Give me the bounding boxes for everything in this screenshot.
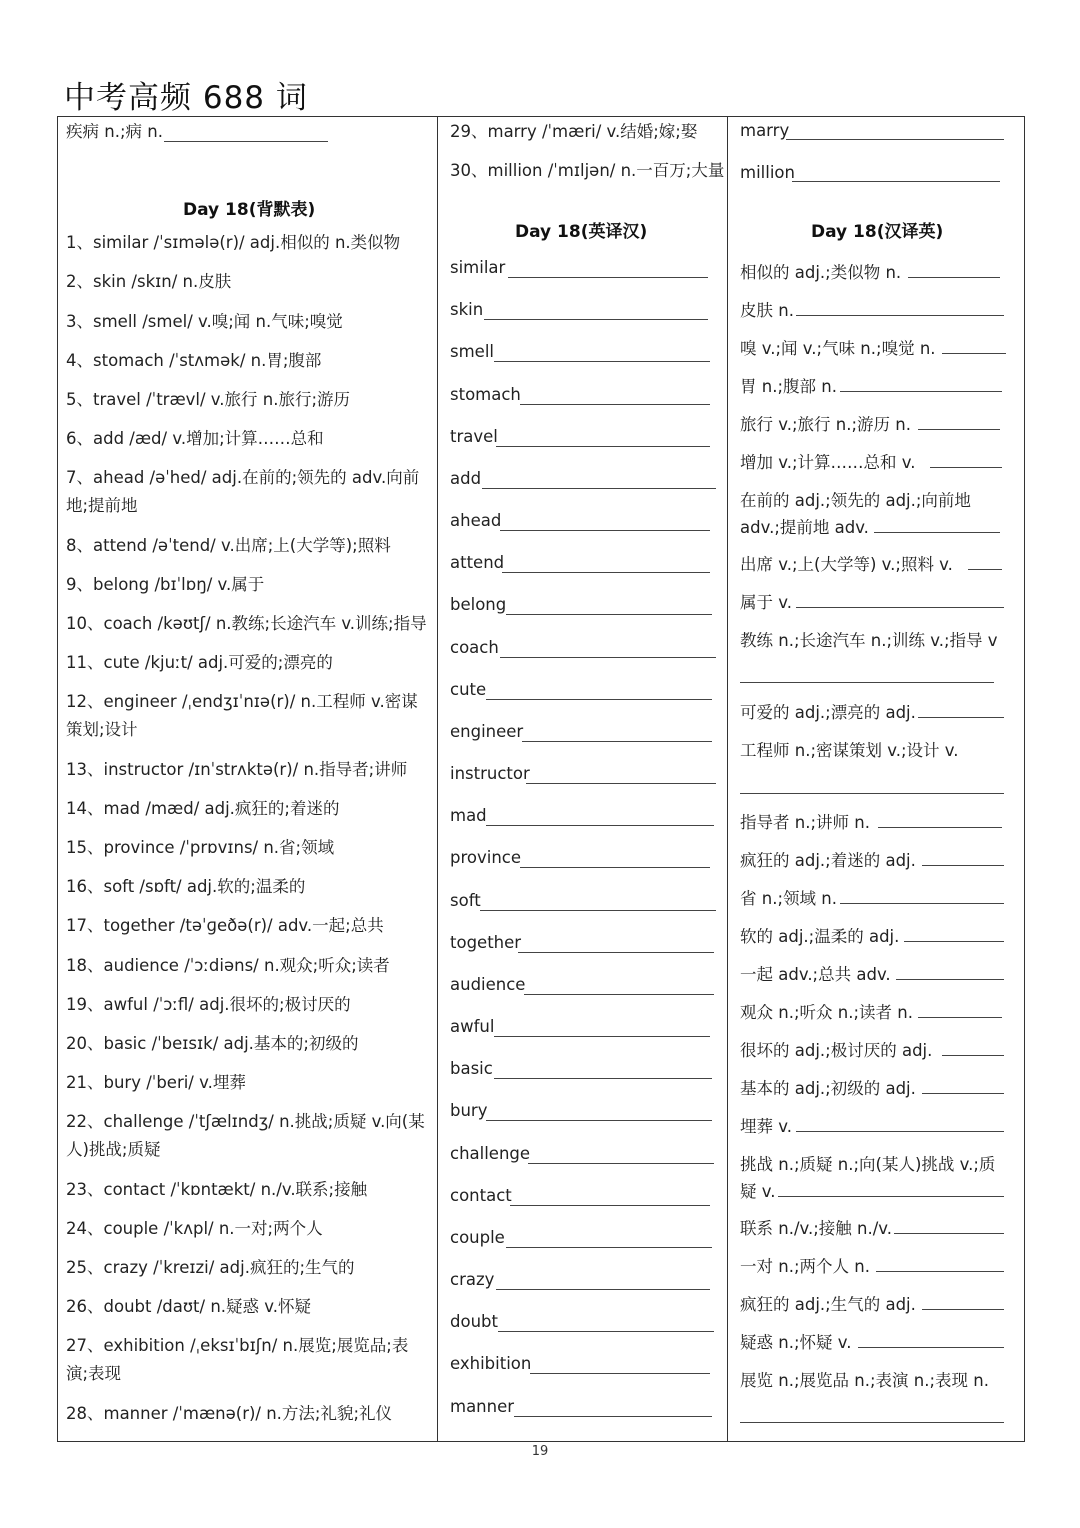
vocab-table: [57, 116, 1025, 1442]
prompt-label: 皮肤 n.: [740, 301, 794, 320]
vocab-entry: 4、stomach /ˈstʌmək/ n.胃;腹部: [66, 351, 322, 370]
prompt-label: 埋葬 v.: [740, 1117, 792, 1136]
vocab-entry: 1、similar /ˈsɪmələ(r)/ adj.相似的 n.类似物: [66, 233, 401, 252]
vocab-entry: 6、add /æd/ v.增加;计算……总和: [66, 429, 324, 448]
vocab-entry: 26、doubt /daʊt/ n.疑惑 v.怀疑: [66, 1297, 311, 1316]
answer-blank[interactable]: [894, 1233, 1004, 1234]
answer-blank[interactable]: [876, 1271, 1004, 1272]
answer-blank[interactable]: [896, 979, 1004, 980]
answer-blank[interactable]: [522, 741, 712, 742]
prompt-label: 属于 v.: [740, 593, 792, 612]
page-title: 中考高频 688 词: [64, 80, 308, 116]
answer-blank[interactable]: [482, 488, 716, 489]
vocab-entry: 19、awful /ˈɔːfl/ adj.很坏的;极讨厌的: [66, 995, 351, 1014]
vocab-entry: 3、smell /smel/ v.嗅;闻 n.气味;嗅觉: [66, 312, 343, 331]
answer-blank[interactable]: [796, 315, 1004, 316]
word-label: mad: [450, 806, 487, 825]
word-label: together: [450, 933, 522, 952]
word-label: add: [450, 469, 482, 488]
answer-blank[interactable]: [740, 682, 994, 683]
answer-blank[interactable]: [840, 903, 1004, 904]
vocab-entry: 9、belong /bɪˈlɒŋ/ v.属于: [66, 575, 265, 594]
vocab-entry: 7、ahead /əˈhed/ adj.在前的;领先的 adv.向前地;提前地: [66, 468, 420, 515]
prompt-label: 疑 v.: [740, 1182, 776, 1201]
prompt-label: 挑战 n.;质疑 n.;向(某人)挑战 v.;质: [740, 1155, 996, 1174]
vocab-entry: 24、couple /ˈkʌpl/ n.一对;两个人: [66, 1219, 323, 1238]
prompt-label: 软的 adj.;温柔的 adj.: [740, 927, 900, 946]
answer-blank[interactable]: [484, 319, 708, 320]
vocab-entry: 30、million /ˈmɪljən/ n.一百万;大量: [450, 161, 725, 180]
answer-blank[interactable]: [858, 1347, 1004, 1348]
answer-blank[interactable]: [740, 1422, 1004, 1423]
answer-blank[interactable]: [922, 865, 1004, 866]
word-label: audience: [450, 975, 526, 994]
vocab-entry: 28、manner /ˈmænə(r)/ n.方法;礼貌;礼仪: [66, 1404, 393, 1423]
word-label: smell: [450, 342, 494, 361]
vocab-entry: 29、marry /ˈmæri/ v.结婚;嫁;娶: [450, 122, 698, 141]
answer-blank[interactable]: [786, 139, 1004, 140]
vocab-entry: 11、cute /kjuːt/ adj.可爱的;漂亮的: [66, 653, 333, 672]
vocab-entry: 25、crazy /ˈkreɪzi/ adj.疯狂的;生气的: [66, 1258, 355, 1277]
answer-blank[interactable]: [496, 446, 710, 447]
prompt-label: 疯狂的 adj.;生气的 adj.: [740, 1295, 916, 1314]
vocab-entry: 18、audience /ˈɔːdiəns/ n.观众;听众;读者: [66, 956, 390, 975]
answer-blank[interactable]: [486, 699, 712, 700]
answer-blank[interactable]: [796, 607, 1004, 608]
word-label: soft: [450, 891, 481, 910]
answer-blank[interactable]: [922, 1093, 1004, 1094]
word-label: contact: [450, 1186, 512, 1205]
prompt-label: 增加 v.;计算……总和 v.: [740, 453, 916, 472]
prompt-label: 旅行 v.;旅行 n.;游历 n.: [740, 415, 911, 434]
answer-blank[interactable]: [922, 1309, 1004, 1310]
word-label: doubt: [450, 1312, 498, 1331]
vocab-entry: 8、attend /əˈtend/ v.出席;上(大学等);照料: [66, 536, 391, 555]
answer-blank[interactable]: [524, 994, 714, 995]
answer-blank[interactable]: [508, 277, 708, 278]
answer-blank[interactable]: [528, 1163, 714, 1164]
answer-blank[interactable]: [520, 404, 710, 405]
answer-blank[interactable]: [904, 941, 1004, 942]
prompt-label: 胃 n.;腹部 n.: [740, 377, 837, 396]
word-label: similar: [450, 258, 506, 277]
answer-blank[interactable]: [526, 783, 716, 784]
answer-blank[interactable]: [496, 1289, 710, 1290]
prompt-label: 省 n.;领域 n.: [740, 889, 837, 908]
vocab-entry: 5、travel /ˈtrævl/ v.旅行 n.旅行;游历: [66, 390, 351, 409]
answer-blank[interactable]: [942, 1055, 1004, 1056]
prompt-label: 疑惑 n.;怀疑 v.: [740, 1333, 852, 1352]
answer-blank[interactable]: [840, 391, 1002, 392]
word-label: awful: [450, 1017, 495, 1036]
vocab-entry: 2、skin /skɪn/ n.皮肤: [66, 272, 232, 291]
prompt-label: 嗅 v.;闻 v.;气味 n.;嗅觉 n.: [740, 339, 936, 358]
day-header: Day 18(英译汉): [515, 222, 648, 242]
answer-blank[interactable]: [480, 910, 716, 911]
answer-blank[interactable]: [498, 1331, 714, 1332]
top-item: 疾病 n.;病 n.: [66, 122, 163, 141]
vocab-entry: 22、challenge /ˈtʃælɪndʒ/ n.挑战;质疑 v.向(某人)挑战;质疑: [66, 1112, 425, 1159]
word-label: ahead: [450, 511, 502, 530]
vocab-entry: 23、contact /ˈkɒntækt/ n./v.联系;接触: [66, 1180, 368, 1199]
word-label: challenge: [450, 1144, 531, 1163]
vocab-entry: 12、engineer /ˌendʒɪˈnɪə(r)/ n.工程师 v.密谋策划;设计: [66, 692, 418, 739]
word-label: attend: [450, 553, 505, 572]
answer-blank[interactable]: [740, 793, 1004, 794]
word-label: basic: [450, 1059, 493, 1078]
prompt-label: 很坏的 adj.;极讨厌的 adj.: [740, 1041, 933, 1060]
prompt-label: 指导者 n.;讲师 n.: [740, 813, 870, 832]
answer-blank[interactable]: [502, 572, 710, 573]
answer-blank[interactable]: [494, 361, 710, 362]
vocab-entry: 21、bury /ˈberi/ v.埋葬: [66, 1073, 246, 1092]
word-label: skin: [450, 300, 484, 319]
prompt-label: 观众 n.;听众 n.;读者 n.: [740, 1003, 913, 1022]
answer-blank[interactable]: [878, 827, 1002, 828]
answer-blank[interactable]: [506, 614, 712, 615]
answer-blank[interactable]: [778, 1196, 1004, 1197]
prompt-label: 联系 n./v.;接触 n./v.: [740, 1219, 893, 1238]
answer-blank[interactable]: [874, 532, 1000, 533]
word-label: manner: [450, 1397, 515, 1416]
answer-blank[interactable]: [968, 569, 1002, 570]
word-label: bury: [450, 1101, 488, 1120]
word-label: coach: [450, 638, 499, 657]
word-label: stomach: [450, 385, 521, 404]
word-label: province: [450, 848, 522, 867]
day-header: Day 18(汉译英): [811, 222, 944, 242]
vocab-entry: 15、province /ˈprɒvɪns/ n.省;领域: [66, 838, 335, 857]
answer-blank[interactable]: [164, 141, 328, 142]
answer-blank[interactable]: [530, 1373, 710, 1374]
word-label: million: [740, 163, 795, 182]
answer-blank[interactable]: [486, 825, 714, 826]
answer-blank[interactable]: [510, 1205, 710, 1206]
answer-blank[interactable]: [796, 1131, 1004, 1132]
answer-blank[interactable]: [514, 1416, 712, 1417]
column-zh-to-en: [728, 117, 1026, 1441]
answer-blank[interactable]: [506, 1247, 712, 1248]
answer-blank[interactable]: [918, 1017, 1002, 1018]
vocab-entry: 20、basic /ˈbeɪsɪk/ adj.基本的;初级的: [66, 1034, 359, 1053]
prompt-label: 相似的 adj.;类似物 n.: [740, 263, 902, 282]
prompt-label: 在前的 adj.;领先的 adj.;向前地: [740, 491, 971, 510]
vocab-entry: 16、soft /sɒft/ adj.软的;温柔的: [66, 877, 306, 896]
prompt-label: 疯狂的 adj.;着迷的 adj.: [740, 851, 916, 870]
answer-blank[interactable]: [494, 1036, 710, 1037]
vocab-entry: 27、exhibition /ˌeksɪˈbɪʃn/ n.展览;展览品;表演;表现: [66, 1336, 409, 1383]
word-label: travel: [450, 427, 498, 446]
answer-blank[interactable]: [918, 429, 1000, 430]
answer-blank[interactable]: [518, 952, 714, 953]
prompt-label: 一对 n.;两个人 n.: [740, 1257, 870, 1276]
vocab-entry: 17、together /təˈɡeðə(r)/ adv.一起;总共: [66, 916, 384, 935]
word-label: engineer: [450, 722, 524, 741]
answer-blank[interactable]: [486, 1120, 712, 1121]
word-label: instructor: [450, 764, 530, 783]
prompt-label: 工程师 n.;密谋策划 v.;设计 v.: [740, 741, 959, 760]
vocab-entry: 10、coach /kəʊtʃ/ n.教练;长途汽车 v.训练;指导: [66, 614, 427, 633]
word-label: cute: [450, 680, 487, 699]
answer-blank[interactable]: [494, 1078, 712, 1079]
word-label: belong: [450, 595, 507, 614]
answer-blank[interactable]: [520, 867, 710, 868]
answer-blank[interactable]: [918, 717, 1004, 718]
prompt-label: 教练 n.;长途汽车 n.;训练 v.;指导 v: [740, 631, 998, 650]
answer-blank[interactable]: [500, 530, 710, 531]
prompt-label: 一起 adv.;总共 adv.: [740, 965, 891, 984]
word-label: crazy: [450, 1270, 495, 1289]
word-label: marry: [740, 121, 790, 140]
vocab-entry: 14、mad /mæd/ adj.疯狂的;着迷的: [66, 799, 340, 818]
answer-blank[interactable]: [500, 657, 716, 658]
vocab-entry: 13、instructor /ɪnˈstrʌktə(r)/ n.指导者;讲师: [66, 760, 408, 779]
prompt-label: adv.;提前地 adv.: [740, 518, 869, 537]
column-memorize: [58, 117, 438, 1441]
prompt-label: 基本的 adj.;初级的 adj.: [740, 1079, 916, 1098]
answer-blank[interactable]: [942, 353, 1006, 354]
answer-blank[interactable]: [792, 181, 1000, 182]
prompt-label: 出席 v.;上(大学等) v.;照料 v.: [740, 555, 953, 574]
word-label: couple: [450, 1228, 505, 1247]
page-number: 19: [531, 1444, 549, 1459]
answer-blank[interactable]: [930, 467, 1002, 468]
column-en-to-zh: [438, 117, 728, 1441]
day-header: Day 18(背默表): [183, 200, 316, 220]
prompt-label: 可爱的 adj.;漂亮的 adj.: [740, 703, 916, 722]
prompt-label: 展览 n.;展览品 n.;表演 n.;表现 n.: [740, 1371, 989, 1390]
word-label: exhibition: [450, 1354, 532, 1373]
answer-blank[interactable]: [908, 277, 1000, 278]
